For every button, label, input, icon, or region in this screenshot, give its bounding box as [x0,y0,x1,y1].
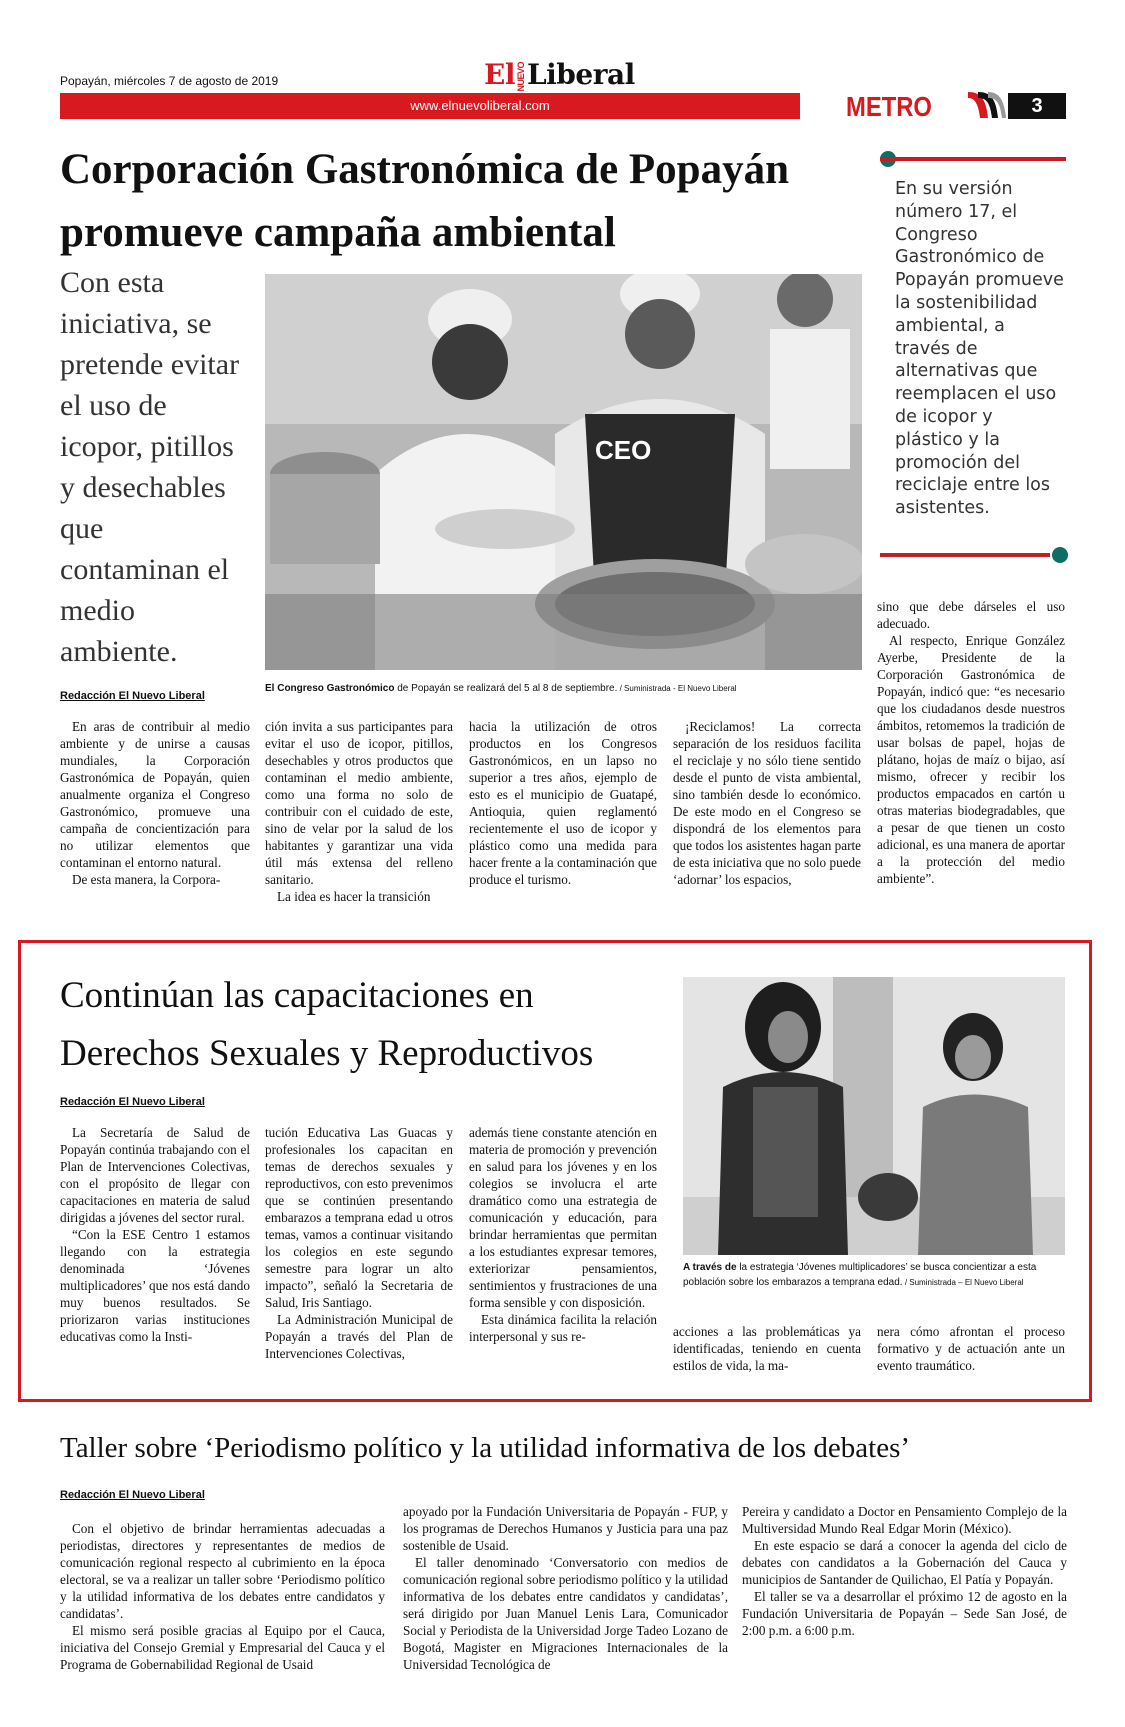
logo-liberal: Liberal [526,58,635,91]
paragraph: nera cómo afrontan el proceso formativo y de actuación ante un evento traumático. [877,1324,1065,1373]
paragraph: además tiene constante atención en materia de promoción y prevención en salud para los jóvenes y en los colegios se involucra el arte dramático como una estrategia de comunicación y educación, para brindar herramientas que permitan a los estudiantes expresar temores, exteriorizar pensamientos, sentimientos y frustraciones de una forma sensible y con disposición. [469,1125,657,1310]
paragraph: Pereira y candidato a Doctor en Pensamiento Complejo de la Multiversidad Mundo Real Edgar Morin (México). [742,1504,1067,1536]
article2-photo [683,977,1065,1255]
article2-byline: Redacción El Nuevo Liberal [60,1096,205,1108]
paragraph: En aras de contribuir al medio ambiente y de unirse a causas mundiales, la Corporación Gastronómica de Popayán, quien anualmente organiza el Congreso Gastronómico, promueve una campaña de concientización para no utilizar elementos que contaminan el entorno natural. [60,719,250,870]
paragraph: De esta manera, la Corpora- [72,872,221,887]
two-women-photo-illustration [683,977,1065,1255]
article2-photo-caption [683,1260,1065,1290]
paragraph: El taller se va a desarrollar el próximo 12 de agosto en la Fundación Universitaria de Popayán – Sede San José, de 2:00 p.m. a 6:00 p.m. [742,1589,1067,1638]
article1-lead: Con esta iniciativa, se pretende evitar el uso de icopor, pitillos y desechables que contaminan el medio ambiente. [60,266,240,668]
article1-photo [265,274,862,670]
caption1-text: de Popayán se realizará del 5 al 8 de septiembre. [394,683,618,694]
article1-column-5 [877,598,1065,887]
paragraph: hacia la utilización de otros productos en los Congresos Gastronómicos, en un lapso no superior a tres años, ejemplo de esto es el municipio de Guatapé, Antioquia, quien reglamentó recientemente el uso de icopor y plástico como una medida para hacer frente a la contaminación que produce el turismo. [469,719,657,887]
paragraph: La idea es hacer la transición [277,889,431,904]
article3-column-2 [403,1503,728,1673]
article1-column-4 [673,718,861,888]
article2-column-1 [60,1124,250,1345]
article2-column-5 [877,1323,1065,1374]
sidebar-rule-bottom [880,553,1050,557]
paragraph: La Administración Municipal de Popayán a través del Plan de Intervenciones Colectivas, [265,1312,453,1361]
article1-column-1 [60,718,250,888]
paragraph: El mismo será posible gracias al Equipo por el Cauca, iniciativa del Consejo Gremial y Empresarial del Cauca y el Programa de Gobernabilidad Regional de Usaid [60,1623,385,1672]
logo-nuevo: NUEVO [515,61,526,92]
paragraph: La Secretaría de Salud de Popayán continúa trabajando con el Plan de Intervenciones Colectivas, con el propósito de llegar con capacitaciones en materia de salud dirigidas a jóvenes del sector rural. [60,1125,250,1225]
article3-column-3 [742,1503,1067,1639]
page-number: 3 [1008,93,1066,119]
article1-sidebar-highlight: En su versión número 17, el Congreso Gastronómico de Popayán promueve la sostenibilidad ambiental, a través de alternativas que reemplacen el uso de icopor y plástico y la promoción del reciclaje entre los asistentes. [895,179,1064,519]
article3-headline: Taller sobre ‘Periodismo político y la utilidad informativa de los debates’ [60,1432,911,1464]
logo-el: El [484,58,515,91]
header-date: Popayán, miércoles 7 de agosto de 2019 [60,74,279,88]
sidebar-rule-top [880,157,1066,161]
article1-column-2 [265,718,453,905]
caption2-text: la estrategia ‘Jóvenes multiplicadores’ se busca concientizar a esta población sobre los embarazos a temprana edad. [683,1262,1037,1288]
newspaper-logo [484,58,635,91]
paragraph: El taller denominado ‘Conversatorio con medios de comunicación regional sobre periodismo político y la utilidad informativa de los debates entre candidatos y candidatas’, será dirigido por Juan Manuel Lenis Lara, Comunicador Social y Periodista de la Universidad Jorge Tadeo Lozano de Bogotá, Magister en Migraciones Internacionales de la Universidad Tecnológica de [403,1555,728,1672]
paragraph: apoyado por la Fundación Universitaria de Popayán - FUP, y los programas de Derechos Humanos y Justicia para una paz sostenible de Usaid. [403,1504,728,1553]
header-url: www.elnuevoliberal.com [410,98,550,113]
apron-logo-text: CEO [595,435,652,465]
article2-column-3 [469,1124,657,1345]
paragraph: acciones a las problemáticas ya identificadas, teniendo en cuenta estilos de vida, la ma- [673,1324,861,1373]
article2-column-2 [265,1124,453,1362]
paragraph: ción invita a sus participantes para evitar el uso de icopor, pitillos, desechables y otros productos que contaminan el medio ambiente, como una forma no solo de contribuir con el cuidado de este, sino de velar por la salud de los habitantes y garantizar una vida útil más extensa del relleno sanitario. [265,719,453,887]
article1-headline: Corporación Gastronómica de Popayán promueve campaña ambiental [60,146,790,256]
caption2-bold: A través de [683,1262,737,1273]
section-name: METRO [846,91,932,122]
article1-column-3 [469,718,657,888]
article3-column-1 [60,1520,385,1673]
caption1-bold: El Congreso Gastronómico [265,683,395,694]
article2-headline: Continúan las capacitaciones en Derechos Sexuales y Reproductivos [60,975,594,1074]
article2-column-4 [673,1323,861,1374]
sidebar-dot-bottom [1052,547,1068,563]
paragraph: Al respecto, Enrique González Ayerbe, Presidente de la Corporación Gastronómica de Popayán, indicó que: “es necesario que los ciudadanos desde nuestros ámbitos, retomemos la tradición de usar bolsas de papel, hojas de plátano, hojas de maíz o bijao, así mismo, ofrecer y recibir los productos empacados en cartón u otras materias biodegradables, que a pesar de que tienen un costo adicional, es una manera de aportar a la protección del medio ambiente”. [877,633,1065,886]
paragraph: En este espacio se dará a conocer la agenda del ciclo de debates con candidatos a la Gobernación del Cauca y municipios de Santander de Quilichao, El Patía y Popayán. [742,1538,1067,1587]
caption2-credit: / Suministrada – El Nuevo Liberal [902,1278,1024,1287]
article3-byline: Redacción El Nuevo Liberal [60,1489,205,1501]
paragraph: sino que debe dárseles el uso adecuado. [877,599,1065,631]
article1-photo-caption [265,683,865,694]
paragraph: “Con la ESE Centro 1 estamos llegando con la estrategia denominada ‘Jóvenes multiplicadores’ que nos está dando muy buenos resultados. Se priorizaron varias instituciones educativas como la Insti- [60,1227,250,1344]
section-flag-icon [966,90,1006,120]
paragraph: Con el objetivo de brindar herramientas adecuadas a periodistas, directores y representantes de medios de comunicación regional respecto al cubrimiento en la época electoral, se va a realizar un taller sobre ‘Periodismo político y la utilidad informativa de los debates entre candidatos y candidatas’. [60,1521,385,1621]
paragraph: Esta dinámica facilita la relación interpersonal y sus re- [469,1312,657,1344]
article1-byline: Redacción El Nuevo Liberal [60,690,205,702]
paragraph: ¡Reciclamos! La correcta separación de los residuos facilita el reciclaje y no sólo tiene sentido desde el punto de vista ambiental, sino también desde lo económico. De este modo en el Congreso se dispondrá de los elementos para que todos los asistentes hagan parte de esta iniciativa que no solo puede ‘adornar’ los espacios, [673,719,861,887]
caption1-credit: / Suministrada - El Nuevo Liberal [617,684,737,693]
paragraph: tución Educativa Las Guacas y profesionales los capacitan en temas de derechos sexuales y reproductivos, con esto prevenimos que se continúen presentando embarazos a temprana edad u otros temas, vamos a continuar visitando los colegios en este segundo semestre para lograr un alto impacto”, señaló la Secretaria de Salud, Iris Santiago. [265,1125,453,1310]
header-red-bar [60,93,800,119]
cooks-photo-illustration [265,274,862,670]
